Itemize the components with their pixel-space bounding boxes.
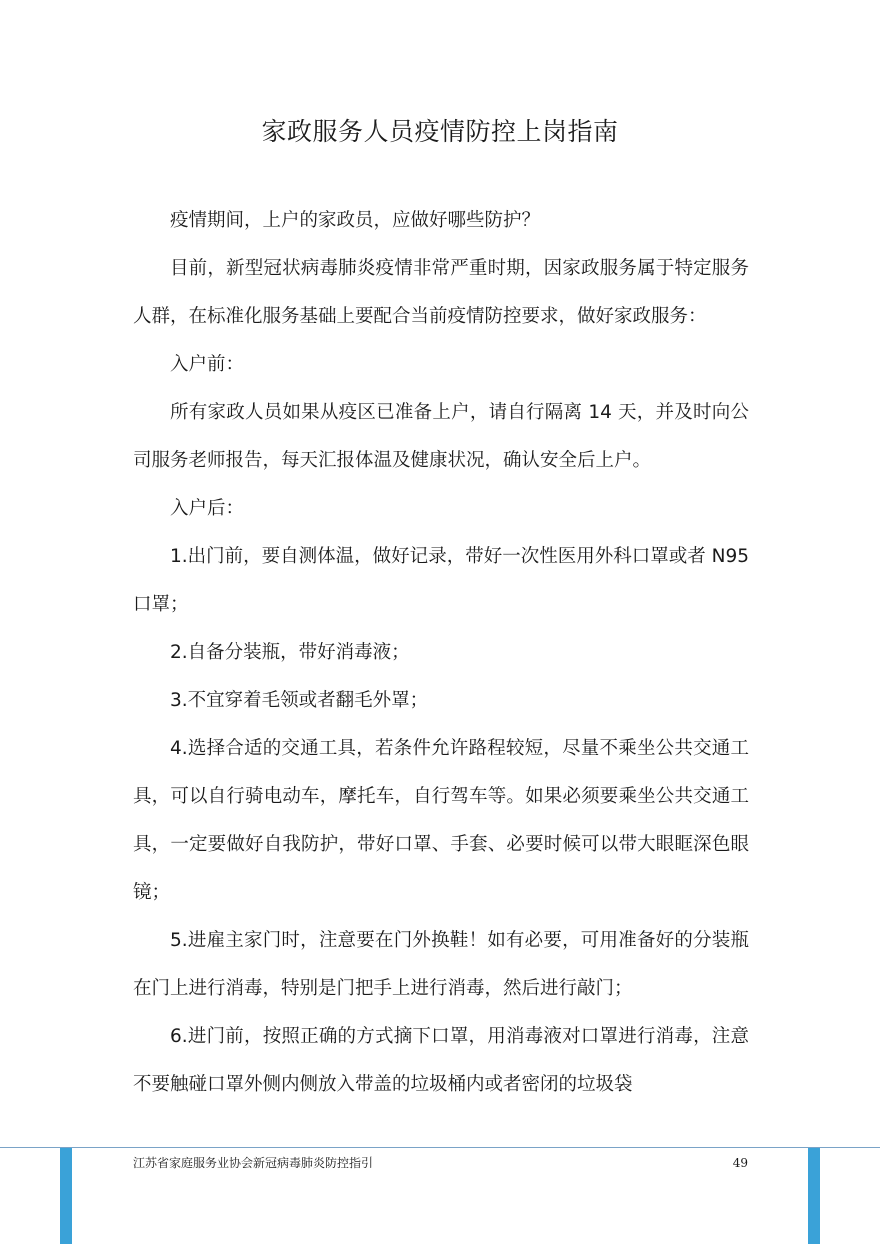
page-number: 49 bbox=[732, 1156, 748, 1170]
footer-text: 江苏省家庭服务业协会新冠病毒肺炎防控指引 bbox=[133, 1156, 374, 1170]
paragraph-before-entry: 所有家政人员如果从疫区已准备上户，请自行隔离 14 天，并及时向公司服务老师报告，每天汇报体温及健康状况，确认安全后上户。 bbox=[133, 402, 749, 471]
list-item-5: 5.进雇主家门时，注意要在门外换鞋！如有必要，可用准备好的分装瓶在门上进行消毒，特别是门把手上进行消毒，然后进行敲门； bbox=[133, 930, 749, 999]
footer-rule bbox=[0, 1147, 880, 1148]
page-title: 家政服务人员疫情防控上岗指南 bbox=[261, 117, 619, 146]
list-item-3: 3.不宜穿着毛领或者翻毛外罩； bbox=[170, 690, 429, 711]
list-item-1: 1.出门前，要自测体温，做好记录，带好一次性医用外科口罩或者 N95 口罩； bbox=[133, 546, 749, 615]
section-heading-after-entry: 入户后： bbox=[170, 498, 245, 519]
paragraph-intro: 目前，新型冠状病毒肺炎疫情非常严重时期，因家政服务属于特定服务人群，在标准化服务基础上要配合当前疫情防控要求，做好家政服务： bbox=[133, 258, 749, 327]
footer-accent-bar-right bbox=[808, 1148, 820, 1244]
list-item-6: 6.进门前，按照正确的方式摘下口罩，用消毒液对口罩进行消毒，注意不要触碰口罩外侧内侧放入带盖的垃圾桶内或者密闭的垃圾袋 bbox=[133, 1026, 749, 1095]
footer-accent-bar-left bbox=[60, 1148, 72, 1244]
list-item-4: 4.选择合适的交通工具，若条件允许路程较短，尽量不乘坐公共交通工具，可以自行骑电动车，摩托车，自行驾车等。如果必须要乘坐公共交通工具，一定要做好自我防护，带好口罩、手套、必要时候可以带大眼眶深色眼镜； bbox=[133, 738, 749, 903]
list-item-2: 2.自备分装瓶，带好消毒液； bbox=[170, 642, 410, 663]
section-heading-before-entry: 入户前： bbox=[170, 354, 245, 375]
document-body bbox=[133, 197, 749, 1109]
paragraph-question: 疫情期间，上户的家政员，应做好哪些防护？ bbox=[170, 210, 541, 231]
